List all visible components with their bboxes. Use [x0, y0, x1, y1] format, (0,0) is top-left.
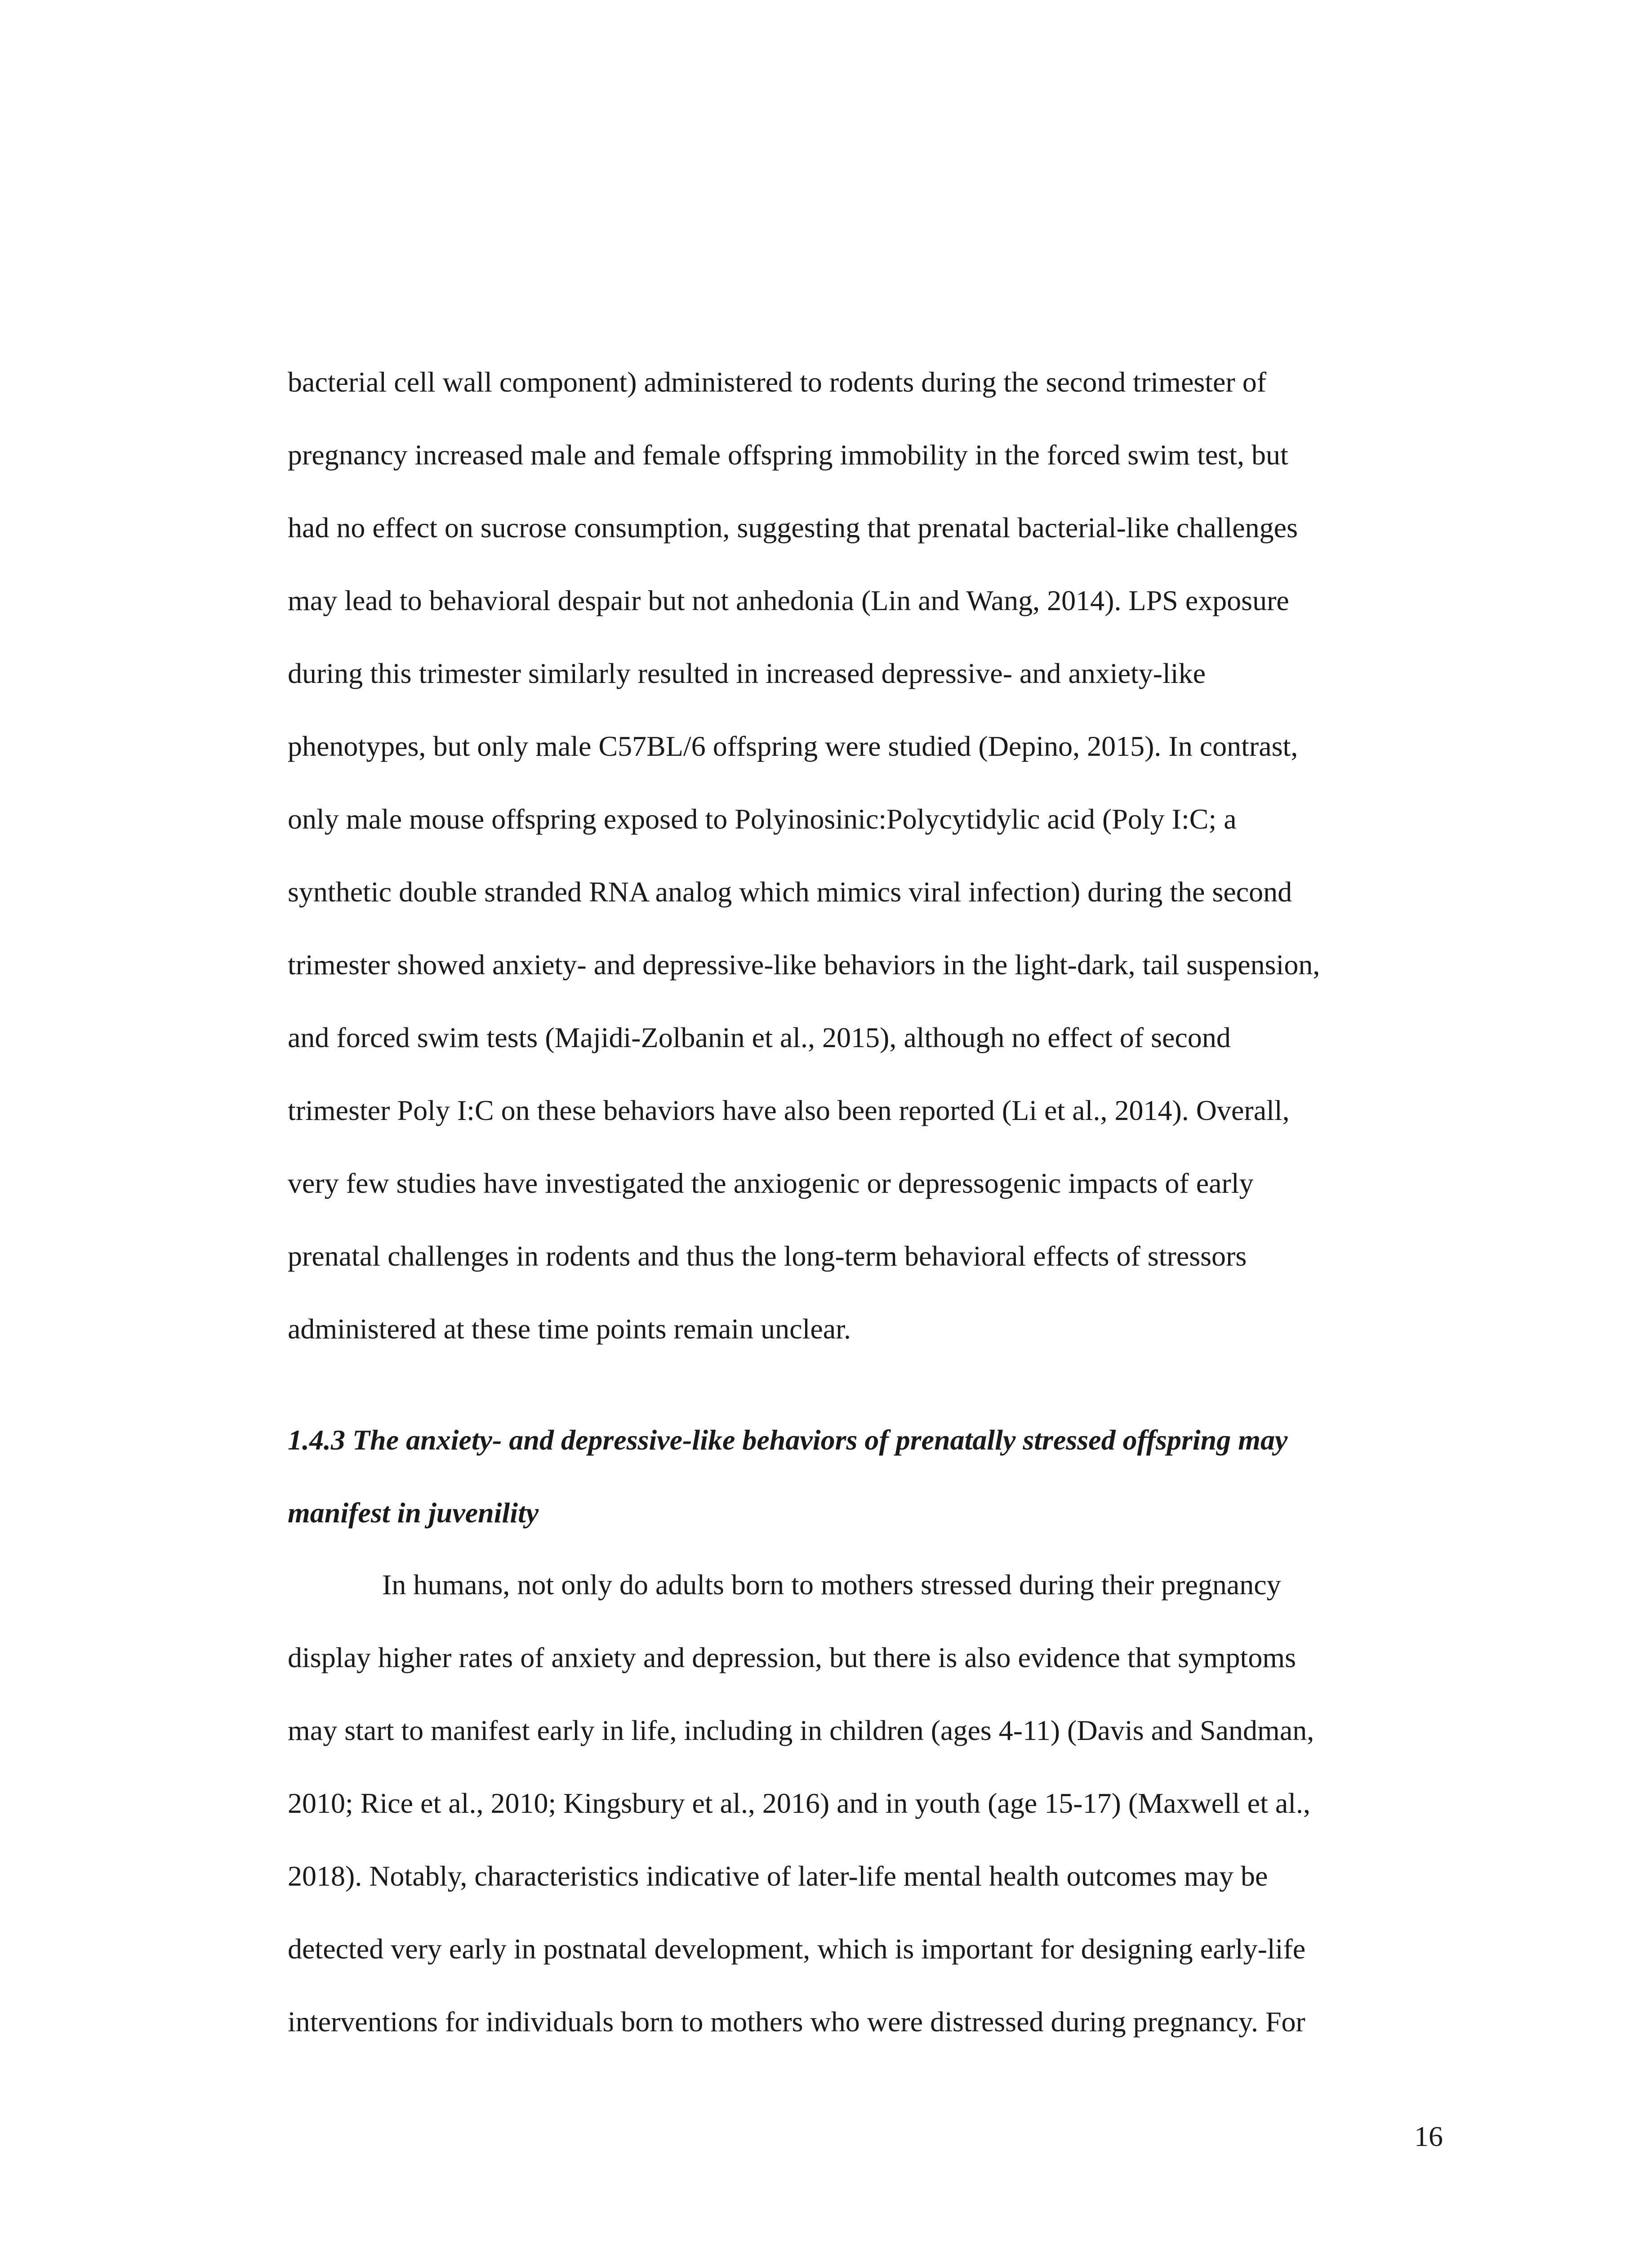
heading-line: 1.4.3 The anxiety- and depressive-like behaviors of prenatally stressed offspring may [288, 1424, 1288, 1456]
text-line: trimester showed anxiety- and depressive-like behaviors in the light-dark, tail suspension, [288, 949, 1320, 981]
text-line: phenotypes, but only male C57BL/6 offspring were studied (Depino, 2015). In contrast, [288, 730, 1298, 762]
page-number: 16 [1414, 2120, 1443, 2152]
text-line: interventions for individuals born to mothers who were distressed during pregnancy. For [288, 2006, 1305, 2038]
text-line: synthetic double stranded RNA analog which mimics viral infection) during the second [288, 876, 1292, 908]
text-line: prenatal challenges in rodents and thus the long-term behavioral effects of stressors [288, 1240, 1247, 1272]
text-line: only male mouse offspring exposed to Polyinosinic:Polycytidylic acid (Poly I:C; a [288, 803, 1237, 835]
text-line: may lead to behavioral despair but not anhedonia (Lin and Wang, 2014). LPS exposure [288, 584, 1289, 616]
text-line: had no effect on sucrose consumption, suggesting that prenatal bacterial-like challenges [288, 512, 1298, 544]
text-line: pregnancy increased male and female offspring immobility in the forced swim test, but [288, 439, 1288, 471]
text-line: 2018). Notably, characteristics indicative of later-life mental health outcomes may be [288, 1860, 1268, 1892]
heading-line: manifest in juvenility [288, 1497, 539, 1529]
text-line: during this trimester similarly resulted in increased depressive- and anxiety-like [288, 657, 1206, 689]
text-line: administered at these time points remain unclear. [288, 1313, 851, 1345]
text-line: In humans, not only do adults born to mothers stressed during their pregnancy [382, 1569, 1281, 1601]
text-line: very few studies have investigated the anxiogenic or depressogenic impacts of early [288, 1167, 1254, 1199]
text-line: 2010; Rice et al., 2010; Kingsbury et al., 2016) and in youth (age 15-17) (Maxwell et al., [288, 1787, 1311, 1819]
text-line: trimester Poly I:C on these behaviors have also been reported (Li et al., 2014). Overall, [288, 1094, 1290, 1126]
text-line: detected very early in postnatal development, which is important for designing early-life [288, 1933, 1306, 1965]
text-line: display higher rates of anxiety and depression, but there is also evidence that symptoms [288, 1641, 1296, 1673]
text-line: and forced swim tests (Majidi-Zolbanin et al., 2015), although no effect of second [288, 1021, 1231, 1053]
text-line: bacterial cell wall component) administered to rodents during the second trimester of [288, 366, 1267, 398]
text-line: may start to manifest early in life, including in children (ages 4-11) (Davis and Sandman, [288, 1714, 1314, 1746]
